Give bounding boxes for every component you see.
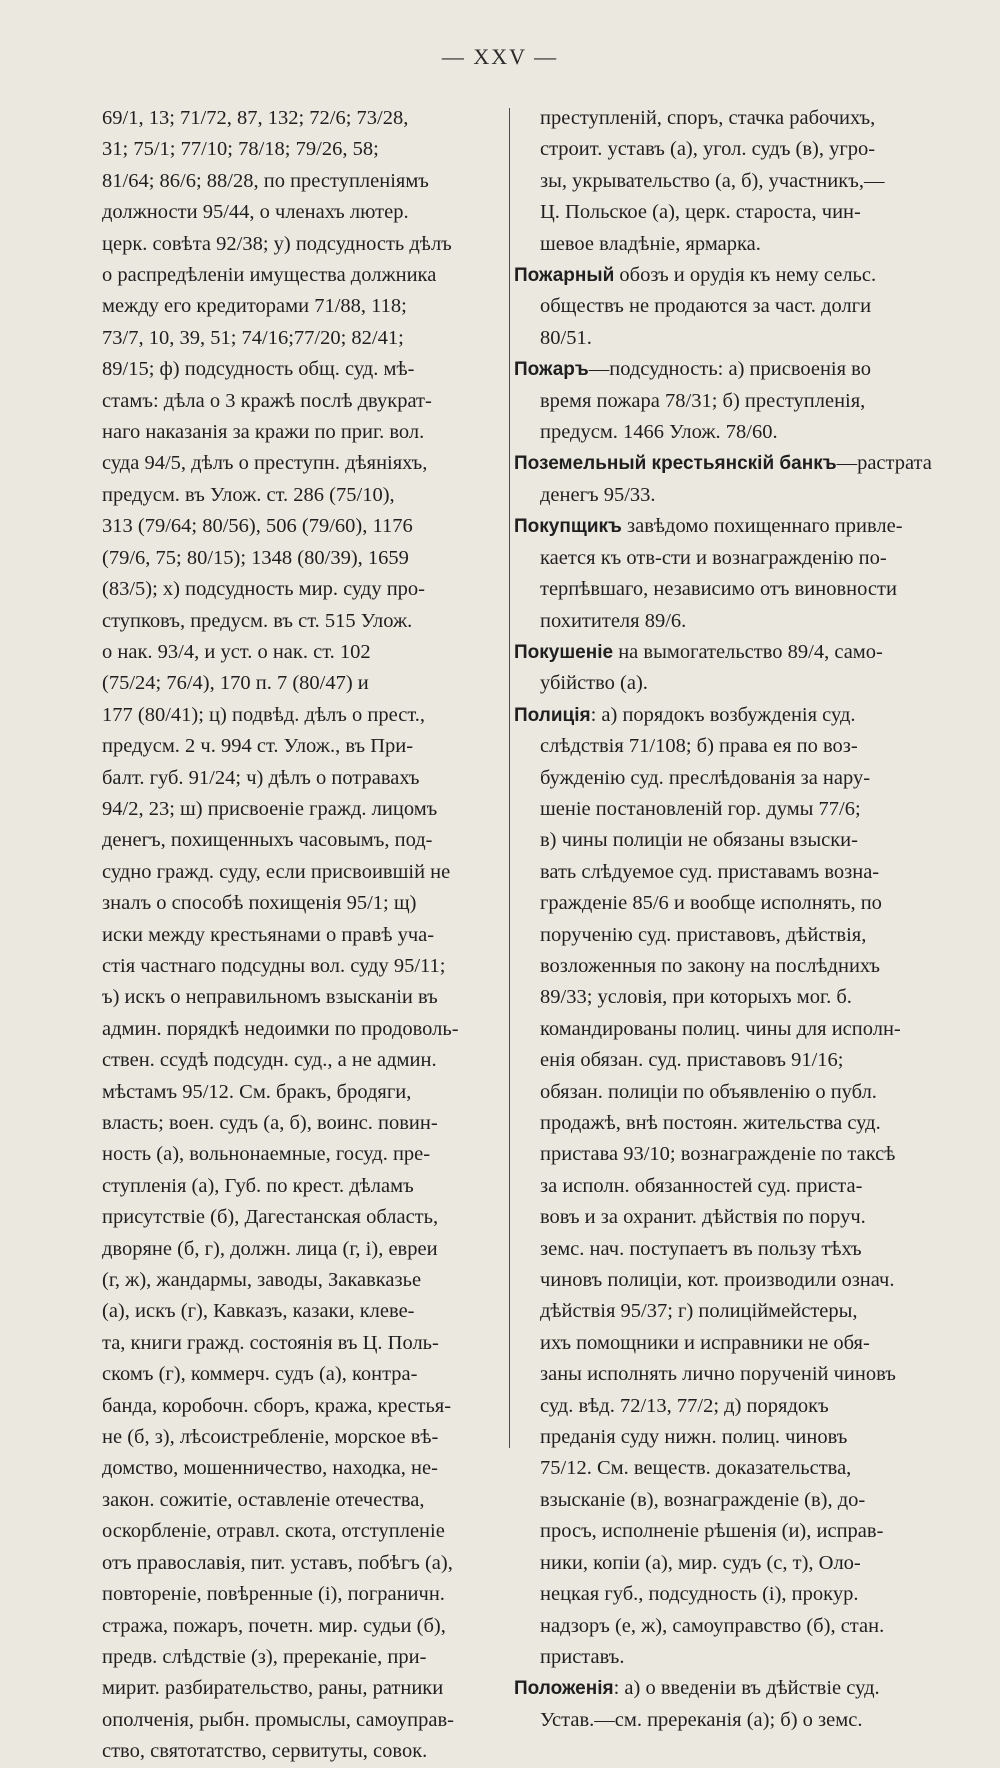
left-text-line: ство, святотатство, сервитуты, совок.	[102, 1740, 428, 1763]
index-entry-text: время пожара 78/31; б) преступленiя,	[540, 389, 866, 412]
index-entry-text: чиновъ полицiи, кот. производили означ.	[540, 1269, 895, 1292]
left-text-line: мирит. разбирательство, раны, ратники	[102, 1677, 444, 1700]
right-text-line	[514, 417, 934, 448]
index-entry-text: строит. уставъ (а), угол. судъ (в), угро-	[540, 138, 876, 161]
right-text-line	[514, 1328, 934, 1359]
index-entry-line	[514, 700, 934, 731]
left-text-line: власть; воен. судъ (а, б), воинс. повин-	[102, 1112, 438, 1134]
right-text-line	[514, 1516, 934, 1547]
left-text-line: 69/1, 13; 71/72, 87, 132; 72/6; 73/28,	[102, 107, 409, 129]
right-text-line	[514, 794, 934, 825]
left-text-line: та, книги гражд. состоянiя въ Ц. Поль-	[102, 1331, 439, 1354]
index-entry-text: за исполн. обязанностей суд. приста-	[540, 1174, 863, 1197]
left-text-line: (79/6, 75; 80/15); 1348 (80/39), 1659	[102, 546, 409, 569]
right-text-line	[514, 825, 934, 856]
right-text-line	[514, 1453, 934, 1484]
left-text-line: стiя частнаго подсудны вол. суду 95/11;	[102, 954, 446, 977]
index-entry-text: дѣйствiя 95/37; г) полицiймейстеры,	[540, 1300, 858, 1323]
index-entry-text: обществъ не продаются за част. долги	[540, 295, 872, 318]
left-text-line: ступленiя (а), Губ. по крест. дѣламъ	[102, 1174, 414, 1197]
index-entry-text: 80/51.	[540, 326, 592, 349]
left-text-line: должности 95/44, о членахъ лютер.	[102, 201, 409, 224]
left-text-line: банда, коробочн. сборъ, кража, крестья-	[102, 1394, 452, 1417]
right-text-line	[514, 1485, 934, 1516]
index-entry-text: вать слѣдуемое суд. приставамъ возна-	[540, 860, 880, 883]
right-text-line	[514, 1705, 934, 1736]
left-text-line: церк. совѣта 92/38; у) подсудность дѣлъ	[102, 232, 452, 255]
left-text-line: дворяне (б, г), должн. лица (г, i), евреи	[102, 1237, 438, 1260]
index-entry-text: в) чины полицiи не обязаны взыски-	[540, 829, 858, 852]
right-text-line	[514, 1611, 934, 1642]
left-text-line: 89/15; ф) подсудность общ. суд. мѣ-	[102, 358, 415, 381]
right-text-line	[514, 1045, 934, 1076]
index-entry-text: шевое владѣнiе, ярмарка.	[540, 232, 761, 255]
index-entry-line	[514, 448, 934, 479]
left-text-line: о распредѣленiи имущества должника	[102, 264, 437, 287]
index-entry-text: суд. вѣд. 72/13, 77/2; д) порядокъ	[540, 1394, 829, 1417]
index-entry-text: шенiе постановленiй гор. думы 77/6;	[540, 797, 861, 820]
left-text-line: домство, мошенничество, находка, не-	[102, 1457, 438, 1480]
index-entry-text: обозъ и орудiя къ нему сельс.	[614, 264, 877, 287]
index-entry-text: командированы полиц. чины для исполн-	[540, 1017, 901, 1040]
left-text-line: стамъ: дѣла о 3 кражѣ послѣ двукрат-	[102, 389, 432, 412]
right-text-line	[514, 1296, 934, 1327]
right-text-line	[514, 386, 934, 417]
left-column	[102, 103, 500, 1768]
left-text-line: админ. порядкѣ недоимки по продоволь-	[102, 1017, 459, 1040]
left-text-line: ъ) искъ о неправильномъ взысканiи въ	[102, 986, 438, 1009]
left-text-line: между его кредиторами 71/88, 118;	[102, 295, 407, 318]
index-entry-text: 89/33; условiя, при которыхъ мог. б.	[540, 986, 852, 1009]
left-text-line: предв. слѣдствiе (з), пререканiе, при-	[102, 1645, 427, 1668]
right-text-line	[514, 1108, 934, 1139]
left-text-line: 31; 75/1; 77/10; 78/18; 79/26, 58;	[102, 138, 379, 161]
index-entry-text: пристава 93/10; вознагражденiе по таксѣ	[540, 1143, 896, 1166]
right-text-line	[514, 1422, 934, 1453]
index-entry-text: бужденiю суд. преслѣдованiя за нару-	[540, 766, 871, 789]
index-entry-term: Покушенiе	[514, 641, 614, 663]
right-text-line	[514, 103, 934, 134]
index-entry-text: денегъ 95/33.	[540, 483, 656, 506]
left-text-line: о нак. 93/4, и уст. о нак. ст. 102	[102, 640, 371, 663]
right-text-line	[514, 1579, 934, 1610]
index-entry-text: енiя обязан. суд. приставовъ 91/16;	[540, 1049, 844, 1072]
left-text-line: 94/2, 23; ш) присвоенiе гражд. лицомъ	[102, 797, 438, 820]
left-text-line: зналъ о способѣ похищенiя 95/1; щ)	[102, 892, 417, 915]
index-entry-text: : а) о введенiи въ дѣйствiе суд.	[613, 1677, 880, 1700]
right-text-line	[514, 1077, 934, 1108]
right-text-line	[514, 1391, 934, 1422]
index-entry-line	[514, 354, 934, 385]
left-text-line: судно гражд. суду, если присвоившiй не	[102, 860, 451, 883]
right-text-line	[514, 229, 934, 260]
index-entry-text: предусм. 1466 Улож. 78/60.	[540, 421, 778, 444]
left-text-line: денегъ, похищенныхъ часовымъ, под-	[102, 829, 433, 852]
index-entry-line	[514, 1673, 934, 1704]
right-text-line	[514, 543, 934, 574]
index-entry-text: завѣдомо похищеннаго привле-	[621, 515, 903, 538]
right-text-line	[514, 1202, 934, 1233]
right-text-line	[514, 1171, 934, 1202]
index-entry-text: преступленiй, споръ, стачка рабочихъ,	[540, 107, 876, 129]
left-text-line: балт. губ. 91/24; ч) дѣлъ о потравахъ	[102, 766, 420, 789]
right-text-line	[514, 574, 934, 605]
right-text-line	[514, 480, 934, 511]
left-text-line: суда 94/5, дѣлъ о преступн. дѣянiяхъ,	[102, 452, 428, 475]
right-text-line	[514, 1359, 934, 1390]
index-entry-term: Покупщикъ	[514, 516, 622, 538]
right-text-line	[514, 1234, 934, 1265]
left-text-line: (75/24; 76/4), 170 п. 7 (80/47) и	[102, 672, 369, 695]
right-text-line	[514, 857, 934, 888]
left-text-line: 313 (79/64; 80/56), 506 (79/60), 1176	[102, 515, 413, 538]
left-text-line: предусм. 2 ч. 994 ст. Улож., въ При-	[102, 735, 414, 758]
column-divider	[509, 108, 510, 1448]
index-entry-text: заны исполнять лично порученiй чиновъ	[540, 1363, 896, 1386]
right-text-line	[514, 668, 934, 699]
left-text-line: 177 (80/41); ц) подвѣд. дѣлъ о прест.,	[102, 703, 426, 726]
left-text-line: предусм. въ Улож. ст. 286 (75/10),	[102, 483, 395, 506]
index-entry-text: приставъ.	[540, 1645, 625, 1668]
index-entry-term: Положенiя	[514, 1678, 614, 1700]
page-number-header: — XXV —	[441, 44, 559, 69]
index-entry-text: Устав.—см. пререканiя (а); б) о земс.	[540, 1708, 863, 1731]
index-entry-text: вовъ и за охранит. дѣйствiя по поруч.	[540, 1206, 866, 1229]
right-text-line	[514, 888, 934, 919]
index-entry-text: зы, укрывательство (а, б), участникъ,—	[540, 169, 885, 192]
index-entry-text: на вымогательство 89/4, само-	[613, 640, 883, 663]
index-entry-text: 75/12. См. веществ. доказательства,	[540, 1457, 852, 1480]
left-text-line: наго наказанiя за кражи по приг. вол.	[102, 421, 425, 444]
right-text-line	[514, 606, 934, 637]
index-entry-text: порученiю суд. приставовъ, дѣйствiя,	[540, 923, 867, 946]
left-text-line: ствен. ссудѣ подсудн. суд., а не админ.	[102, 1049, 437, 1072]
right-text-line	[514, 1265, 934, 1296]
right-text-line	[514, 291, 934, 322]
right-text-line	[514, 1548, 934, 1579]
index-entry-text: возложенныя по закону на послѣднихъ	[540, 954, 881, 977]
left-text-line: 73/7, 10, 39, 51; 74/16;77/20; 82/41;	[102, 326, 404, 349]
left-text-line: не (б, з), лѣсоистребленiе, морское вѣ-	[102, 1426, 439, 1449]
left-text-line: оскорбленiе, отравл. скота, отступленiе	[102, 1520, 445, 1543]
left-text-line: (г, ж), жандармы, заводы, Закавказье	[102, 1269, 422, 1292]
index-entry-line	[514, 260, 934, 291]
left-text-line: ополченiя, рыбн. промыслы, самоуправ-	[102, 1708, 455, 1731]
index-entry-text: взысканiе (в), вознагражденiе (в), до-	[540, 1488, 866, 1511]
right-text-line	[514, 1642, 934, 1673]
right-text-line	[514, 951, 934, 982]
index-entry-term: Пожаръ	[514, 359, 589, 381]
left-text-line: скомъ (г), коммерч. судъ (а), контра-	[102, 1363, 418, 1386]
index-entry-text: : а) порядокъ возбужденiя суд.	[590, 703, 856, 726]
index-entry-text: терпѣвшаго, независимо отъ виновности	[540, 578, 897, 601]
left-text-line: (а), искъ (г), Кавказъ, казаки, клеве-	[102, 1300, 415, 1323]
index-entry-text: ники, копiи (а), мир. судъ (с, т), Оло-	[540, 1551, 861, 1574]
right-text-line	[514, 134, 934, 165]
index-entry-text: преданiя суду нижн. полиц. чиновъ	[540, 1426, 848, 1449]
left-text-line: 81/64; 86/6; 88/28, по преступленiямъ	[102, 169, 429, 192]
right-text-line	[514, 763, 934, 794]
right-text-line	[514, 1014, 934, 1045]
index-entry-text: убiйство (а).	[540, 672, 648, 695]
index-entry-term: Полицiя	[514, 704, 591, 726]
right-column	[514, 103, 934, 1736]
index-entry-text: надзоръ (е, ж), самоуправство (б), стан.	[540, 1614, 885, 1637]
index-entry-term: Поземельный крестьянскiй банкъ	[514, 453, 837, 475]
left-text-line: стража, пожаръ, почетн. мир. судьи (б),	[102, 1614, 446, 1637]
index-entry-text: земс. нач. поступаетъ въ пользу тѣхъ	[540, 1237, 862, 1260]
right-text-line	[514, 1139, 934, 1170]
index-entry-text: просъ, исполненiе рѣшенiя (и), исправ-	[540, 1520, 884, 1543]
index-entry-text: нецкая губ., подсудность (i), прокур.	[540, 1583, 859, 1606]
right-text-line	[514, 920, 934, 951]
left-text-line: повторенiе, повѣренные (i), пограничн.	[102, 1583, 445, 1606]
index-entry-text: продажѣ, внѣ постоян. жительства суд.	[540, 1112, 881, 1134]
index-entry-text: ихъ помощники и исправники не обя-	[540, 1331, 870, 1354]
index-entry-text: похитителя 89/6.	[540, 609, 687, 632]
index-entry-line	[514, 511, 934, 542]
left-text-line: закон. сожитiе, оставленiе отечества,	[102, 1488, 425, 1511]
right-text-line	[514, 166, 934, 197]
right-text-line	[514, 982, 934, 1013]
index-entry-text: обязан. полицiи по объявленiю о публ.	[540, 1080, 877, 1103]
index-entry-text: —растрата	[836, 452, 932, 475]
left-text-line: ступковъ, предусм. въ ст. 515 Улож.	[102, 609, 413, 632]
index-entry-text: слѣдствiя 71/108; б) права ея по воз-	[540, 735, 858, 758]
index-entry-text: кается къ отв-сти и вознагражденiю по-	[540, 546, 887, 569]
index-entry-term: Пожарный	[514, 265, 615, 287]
left-text-line: (83/5); х) подсудность мир. суду про-	[102, 578, 425, 601]
right-text-line	[514, 731, 934, 762]
left-text-line: мѣстамъ 95/12. См. бракъ, бродяги,	[102, 1080, 412, 1103]
index-entry-text: —подсудность: а) присвоенiя во	[588, 358, 871, 381]
index-entry-line	[514, 637, 934, 668]
index-entry-text: Ц. Польское (а), церк. староста, чин-	[540, 201, 861, 224]
left-text-line: ность (а), вольнонаемные, госуд. пре-	[102, 1143, 431, 1166]
right-text-line	[514, 197, 934, 228]
index-entry-text: гражденiе 85/6 и вообще исполнять, по	[540, 892, 882, 915]
left-text-line: присутствiе (б), Дагестанская область,	[102, 1206, 439, 1229]
left-text-line: иски между крестьянами о правѣ уча-	[102, 923, 435, 946]
right-text-line	[514, 323, 934, 354]
left-text-line: отъ православiя, пит. уставъ, побѣгъ (а),	[102, 1551, 453, 1574]
